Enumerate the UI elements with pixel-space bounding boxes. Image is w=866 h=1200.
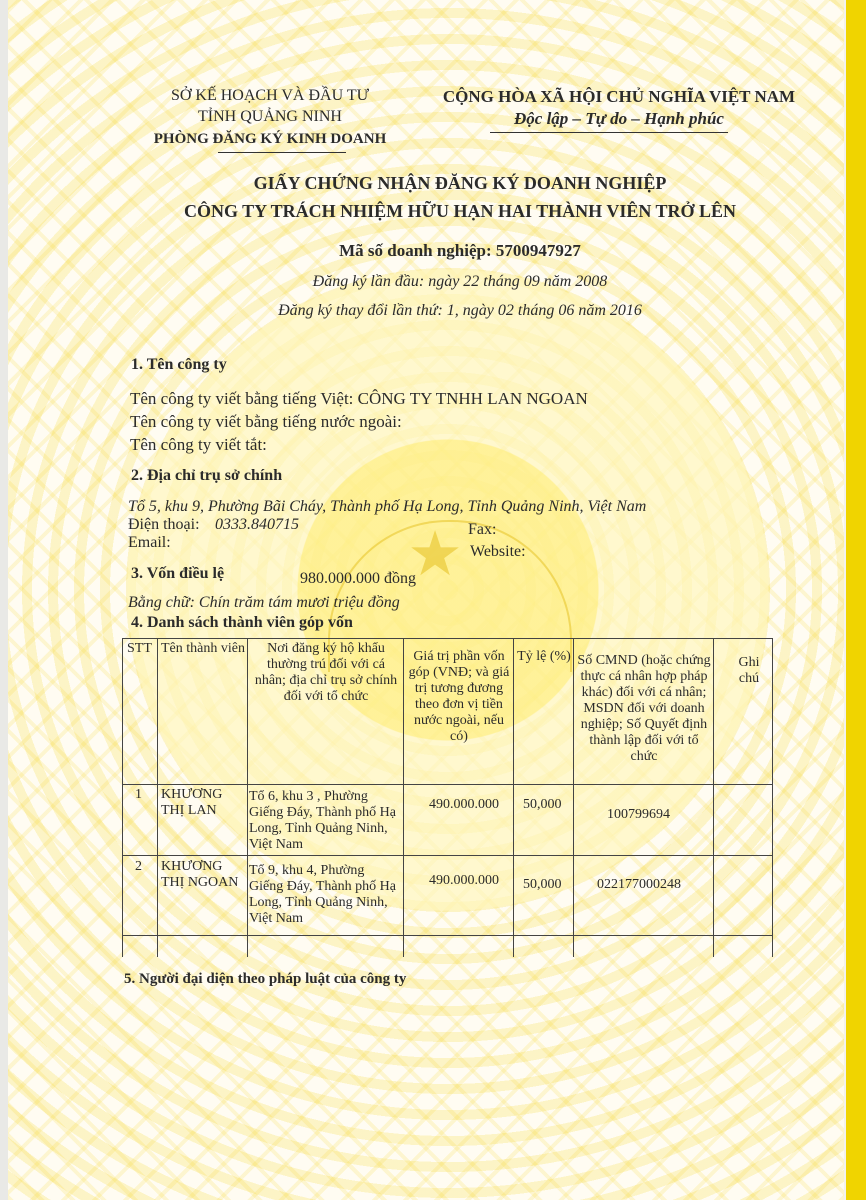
row1-id-number: 100799694: [607, 807, 670, 822]
column-header-address: Nơi đăng ký hộ khẩu thường trú đối với cá nhân; địa chỉ trụ sở chính đối với tổ chức: [254, 641, 398, 704]
table-col-divider: [573, 639, 574, 957]
national-motto: Độc lập – Tự do – Hạnh phúc: [514, 109, 724, 128]
section2-heading: 2. Địa chỉ trụ sở chính: [131, 467, 283, 484]
table-col-divider: [513, 639, 514, 957]
row1-contribution: 490.000.000: [429, 797, 499, 812]
enterprise-code: Mã số doanh nghiệp: 5700947927: [339, 241, 581, 260]
members-table: [122, 638, 773, 957]
row1-member-name: KHƯƠNG THỊ LAN: [161, 787, 223, 818]
head-office-address: Tổ 5, khu 9, Phường Bãi Cháy, Thành phố Hạ Long, Tỉnh Quảng Ninh, Việt Nam: [128, 498, 647, 515]
row2-stt: 2: [135, 859, 142, 874]
column-header-id-number: Số CMND (hoặc chứng thực cá nhân hợp pháp khác) đối với cá nhân; MSDN đối với doanh nghiệp; Số Quyết định thành lập đối với tổ chức: [577, 653, 711, 764]
table-col-divider: [157, 639, 158, 957]
company-name-short: Tên công ty viết tắt:: [130, 435, 267, 454]
section4-heading: 4. Danh sách thành viên góp vốn: [131, 614, 353, 631]
company-name-vietnamese: Tên công ty viết bằng tiếng Việt: CÔNG TY TNHH LAN NGOAN: [130, 389, 588, 408]
column-header-note: Ghi chú: [738, 655, 760, 686]
section5-heading: 5. Người đại diện theo pháp luật của công ty: [124, 971, 407, 987]
motto-underline: [490, 132, 728, 133]
issuer-office: PHÒNG ĐĂNG KÝ KINH DOANH: [153, 131, 387, 147]
table-col-divider: [247, 639, 248, 957]
issuer-province: TỈNH QUẢNG NINH: [198, 108, 342, 125]
row2-contribution: 490.000.000: [429, 873, 499, 888]
website-label: Website:: [470, 543, 526, 560]
charter-capital-words: Bằng chữ: Chín trăm tám mươi triệu đồng: [128, 594, 400, 611]
row2-member-name: KHƯƠNG THỊ NGOAN: [161, 859, 239, 890]
document-title: GIẤY CHỨNG NHẬN ĐĂNG KÝ DOANH NGHIỆP: [253, 173, 667, 193]
phone-label: Điện thoại:: [128, 516, 200, 533]
email-label: Email:: [128, 534, 171, 551]
charter-capital-amount: 980.000.000 đồng: [300, 570, 416, 587]
table-col-divider: [403, 639, 404, 957]
national-title: CỘNG HÒA XÃ HỘI CHỦ NGHĨA VIỆT NAM: [442, 87, 796, 106]
row2-address: Tổ 9, khu 4, Phường Giếng Đáy, Thành phố Hạ Long, Tỉnh Quảng Ninh, Việt Nam: [249, 863, 396, 926]
column-header-contribution: Giá trị phần vốn góp (VNĐ; và giá trị tương đương theo đơn vị tiền nước ngoài, nếu có): [408, 649, 510, 744]
column-header-ratio: Tỷ lệ (%): [517, 649, 571, 664]
change-registration: Đăng ký thay đổi lần thứ: 1, ngày 02 tháng 06 năm 2016: [278, 302, 642, 319]
first-registration-date: Đăng ký lần đầu: ngày 22 tháng 09 năm 2008: [312, 273, 608, 290]
row1-ratio: 50,000: [523, 797, 562, 812]
watermark-star-icon: ★: [407, 521, 463, 589]
company-name-foreign: Tên công ty viết bằng tiếng nước ngoài:: [130, 412, 402, 431]
column-header-member-name: Tên thành viên: [161, 641, 245, 656]
row2-id-number: 022177000248: [597, 877, 681, 892]
section1-heading: 1. Tên công ty: [131, 356, 227, 373]
issuer-underline: [218, 152, 346, 153]
table-col-divider: [772, 639, 773, 957]
row1-stt: 1: [135, 787, 142, 802]
fax-label: Fax:: [468, 521, 497, 538]
column-header-stt: STT: [127, 641, 152, 656]
phone-value: 0333.840715: [215, 516, 299, 533]
section3-heading: 3. Vốn điều lệ: [131, 565, 225, 582]
company-type: CÔNG TY TRÁCH NHIỆM HỮU HẠN HAI THÀNH VIÊN TRỞ LÊN: [183, 201, 737, 221]
table-row-divider: [123, 855, 773, 856]
table-col-divider: [713, 639, 714, 957]
issuer-department: SỞ KẾ HOẠCH VÀ ĐẦU TƯ: [170, 87, 370, 104]
background-yellow-edge: [846, 0, 866, 1200]
row2-ratio: 50,000: [523, 877, 562, 892]
row1-address: Tổ 6, khu 3 , Phường Giếng Đáy, Thành phố Hạ Long, Tỉnh Quảng Ninh, Việt Nam: [249, 789, 396, 852]
table-row-divider: [123, 784, 773, 785]
table-row-divider: [123, 935, 773, 936]
